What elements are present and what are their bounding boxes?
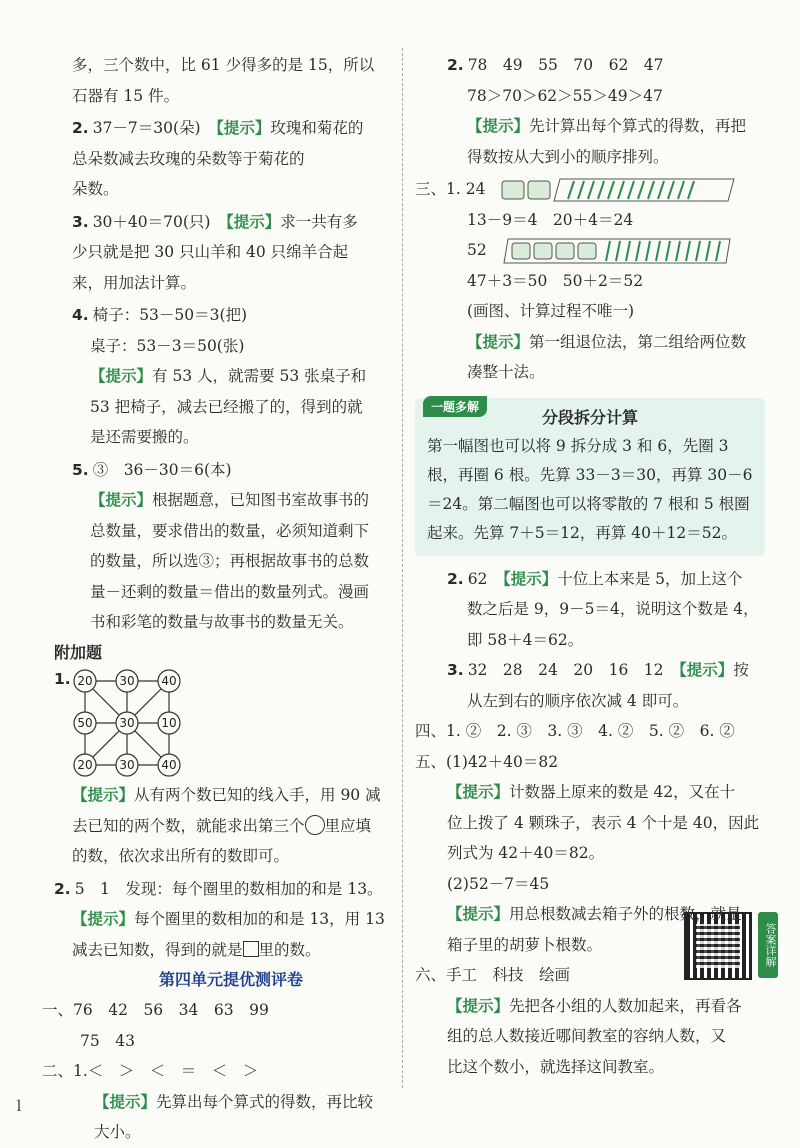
grid-value: 30 bbox=[119, 758, 135, 772]
text-line: 少只就是把 30 只山羊和 40 只绵羊合起 bbox=[72, 243, 349, 261]
text-line: 的数量，所以选③；再根据故事书的总数 bbox=[90, 552, 370, 570]
sticks-illustration-2 bbox=[502, 237, 732, 265]
hint-label: 【提示】 bbox=[94, 1092, 157, 1111]
text-line: 多，三个数中，比 61 少得多的是 15，所以 bbox=[72, 56, 375, 74]
section-1-answers-cont: 75 43 bbox=[80, 1031, 135, 1050]
question-number: 3. bbox=[72, 212, 89, 231]
hint-line bbox=[415, 327, 765, 358]
hint-label: 【提示】 bbox=[90, 367, 153, 385]
card-text: 第一幅图也可以将 9 拆分成 3 和 6，先圈 3 根，再圈 6 根。先算 33－3＝30，再算 30－6＝24。第二幅图也可以将零散的 7 根和 5 根圈起来。先算 7＋5＝12，再算 40＋12＝52。 bbox=[427, 436, 753, 542]
square-blank-icon bbox=[243, 941, 259, 957]
question-number: 2. bbox=[447, 56, 464, 74]
hint-label: 【提示】 bbox=[467, 332, 530, 351]
section-3-q1-part2 bbox=[415, 235, 765, 266]
section-2-answers: 二、1.＜ ＞ ＜ ＝ ＜ ＞ bbox=[42, 1062, 259, 1080]
text-line: 量－还剩的数量＝借出的数量列式。漫画 bbox=[90, 582, 370, 601]
section-4-answers: 四、1. ② 2. ③ 3. ③ 4. ② 5. ② 6. ② bbox=[415, 722, 735, 740]
hint-text: 第一组退位法，第二组给两位数 bbox=[529, 332, 747, 351]
text-line bbox=[72, 935, 390, 966]
circle-blank-icon bbox=[305, 815, 325, 835]
hint-text: 有 53 人，就需要 53 张桌子和 bbox=[152, 367, 367, 385]
hint-line bbox=[72, 904, 390, 935]
hint-label: 【提示】 bbox=[502, 569, 558, 588]
text-line: (画图、计算过程不唯一) bbox=[467, 302, 635, 320]
hint-label: 【提示】 bbox=[447, 996, 510, 1015]
text-line: 凑整十法。 bbox=[467, 363, 545, 381]
qr-answer-label: 答案详解 bbox=[758, 912, 778, 978]
hint-line bbox=[415, 777, 765, 808]
hint-line bbox=[72, 780, 390, 811]
answer-text: 62 bbox=[467, 569, 488, 588]
answer-e2 bbox=[54, 874, 390, 905]
text-segment: 去已知的两个数，就能求出第三个 bbox=[72, 816, 305, 835]
text-line: 大小。 bbox=[94, 1123, 141, 1141]
section-6-answers: 六、手工 科技 绘画 bbox=[415, 966, 571, 984]
hint-label: 【提示】 bbox=[447, 905, 510, 923]
text-line: 位上拨了 4 颗珠子，表示 4 个十是 40，因此 bbox=[447, 813, 760, 832]
text-line: 的数，依次求出所有的数即可。 bbox=[72, 847, 290, 865]
question-number: 2. bbox=[447, 569, 464, 588]
hint-text: 十位上本来是 5，加上这个 bbox=[557, 569, 743, 588]
text-line: 来，用加法计算。 bbox=[72, 273, 197, 292]
unit-title: 第四单元提优测评卷 bbox=[158, 970, 303, 989]
hint-text: 先把各小组的人数加起来，再看各 bbox=[509, 996, 742, 1015]
left-column bbox=[42, 50, 390, 1148]
grid-value: 10 bbox=[161, 716, 177, 730]
grid-value: 20 bbox=[77, 758, 93, 772]
section-1-answers: 一、76 42 56 34 63 99 bbox=[42, 1001, 269, 1019]
answer-text: 37－7＝30(朵) bbox=[92, 119, 201, 137]
answer-q3 bbox=[72, 207, 390, 238]
hint-line bbox=[415, 899, 765, 930]
text-line: 桌子：53－3＝50(张) bbox=[90, 336, 245, 355]
hint-text: 用总根数减去箱子外的根数，就是 bbox=[509, 905, 742, 923]
extra-section-title: 附加题 bbox=[54, 642, 103, 662]
text-line: 得数按从大到小的顺序排列。 bbox=[467, 147, 669, 166]
answer-q4 bbox=[72, 300, 390, 331]
answer-text: ③ 36－30＝6(本) bbox=[92, 460, 232, 479]
number-grid-diagram bbox=[72, 668, 182, 778]
column-divider bbox=[402, 48, 403, 1088]
question-number: 2. bbox=[72, 119, 89, 137]
text-segment: 里的数。 bbox=[258, 940, 321, 959]
sticks-illustration-1 bbox=[498, 177, 738, 203]
grid-value: 40 bbox=[161, 674, 177, 688]
text-segment: 减去已知数，得到的就是 bbox=[72, 940, 243, 959]
text-line: 总朵数减去玫瑰的朵数等于菊花的 bbox=[72, 149, 305, 168]
hint-text: 先计算出每个算式的得数，再把 bbox=[529, 117, 747, 135]
answer-text: 椅子：53－50＝3(把) bbox=[92, 306, 248, 324]
hint-label: 【提示】 bbox=[90, 491, 153, 509]
page-mark: ｌ bbox=[12, 1099, 26, 1115]
hint-text: 从有两个数已知的线入手，用 90 减 bbox=[134, 786, 381, 804]
answer-text: 32 28 24 20 16 12 bbox=[467, 661, 664, 679]
answer-text: 30＋40＝70(只) bbox=[92, 212, 211, 231]
hint-line bbox=[72, 1087, 390, 1118]
hint-text: 求一共有多 bbox=[280, 212, 358, 231]
text-line: 47＋3＝50 50＋2＝52 bbox=[467, 271, 644, 290]
text-line: 朵数。 bbox=[72, 180, 119, 198]
section-5-q2: (2)52－7＝45 bbox=[447, 874, 550, 893]
answer-q3 bbox=[415, 655, 765, 686]
number-grid-answer bbox=[54, 668, 390, 780]
hint-text: 计数器上原来的数是 42，又在十 bbox=[509, 783, 736, 801]
text-line: 书和彩笔的数量与故事书的数量无关。 bbox=[90, 613, 354, 631]
grid-value: 50 bbox=[77, 716, 93, 730]
card-title: 分段拆分计算 bbox=[541, 407, 638, 427]
text-line: 数之后是 9，9－5＝4，说明这个数是 4， bbox=[467, 600, 759, 618]
hint-text: 每个圈里的数相加的和是 13，用 13 bbox=[134, 910, 385, 928]
section-3-q1 bbox=[415, 174, 765, 205]
text-line: 比这个数小，就选择这间教室。 bbox=[447, 1057, 665, 1076]
text-line bbox=[72, 811, 390, 842]
question-number: 2. bbox=[54, 879, 71, 898]
question-number: 1. bbox=[54, 670, 71, 688]
answer-text: 三、1. 24 bbox=[415, 180, 486, 198]
section-5-q1: 五、(1)42＋40＝82 bbox=[415, 752, 559, 771]
answer-q5 bbox=[72, 455, 390, 486]
answer-text: 52 bbox=[467, 241, 487, 259]
text-line: 箱子里的胡萝卜根数。 bbox=[447, 935, 603, 954]
text-line: 列式为 42＋40＝82。 bbox=[447, 844, 605, 862]
text-line: 组的总人数接近哪间教室的容纳人数，又 bbox=[447, 1027, 727, 1045]
hint-label: 【提示】 bbox=[72, 910, 135, 928]
answer-text: 78 49 55 70 62 47 bbox=[467, 56, 664, 74]
hint-label: 【提示】 bbox=[467, 117, 530, 135]
hint-label: 【提示】 bbox=[72, 786, 135, 804]
text-line: 53 把椅子，减去已经搬了的，得到的就 bbox=[90, 397, 363, 416]
grid-value: 30 bbox=[119, 674, 135, 688]
hint-label: 【提示】 bbox=[216, 119, 271, 137]
right-column bbox=[415, 50, 765, 1082]
text-line: 即 58＋4＝62。 bbox=[467, 630, 584, 649]
text-line: 石器有 15 件。 bbox=[72, 86, 180, 105]
text-segment: 里应填 bbox=[324, 816, 372, 835]
hint-line bbox=[415, 991, 765, 1022]
hint-text: 根据题意，已知图书室故事书的 bbox=[152, 491, 370, 509]
hint-line bbox=[415, 111, 765, 142]
question-number: 5. bbox=[72, 460, 89, 479]
answer-text: 5 1 发现：每个圈里的数相加的和是 13。 bbox=[74, 879, 383, 898]
grid-value: 40 bbox=[161, 758, 177, 772]
answer-q2 bbox=[72, 113, 390, 144]
card-badge: 一题多解 bbox=[423, 396, 487, 417]
hint-line bbox=[72, 485, 390, 516]
hint-text: 玫瑰和菊花的 bbox=[270, 119, 364, 137]
grid-value: 20 bbox=[77, 674, 93, 688]
grid-value: 30 bbox=[119, 716, 135, 730]
hint-label: 【提示】 bbox=[679, 661, 734, 679]
hint-label: 【提示】 bbox=[447, 783, 510, 801]
answer-q2 bbox=[415, 564, 765, 595]
hint-label: 【提示】 bbox=[225, 212, 281, 231]
text-line: 从左到右的顺序依次减 4 即可。 bbox=[467, 691, 689, 710]
text-line: 是还需要搬的。 bbox=[90, 428, 199, 446]
question-number: 3. bbox=[447, 661, 464, 679]
multi-solution-card bbox=[415, 398, 765, 556]
text-line: 13－9＝4 20＋4＝24 bbox=[467, 210, 634, 229]
hint-text: 先算出每个算式的得数，再比较 bbox=[156, 1092, 374, 1111]
hint-text: 按 bbox=[733, 661, 749, 679]
answer-r2 bbox=[415, 50, 765, 81]
text-line: 78＞70＞62＞55＞49＞47 bbox=[467, 86, 663, 105]
text-line: 总数量，要求借出的数量，必须知道剩下 bbox=[90, 521, 370, 540]
question-number: 4. bbox=[72, 306, 89, 324]
hint-line bbox=[72, 361, 390, 392]
